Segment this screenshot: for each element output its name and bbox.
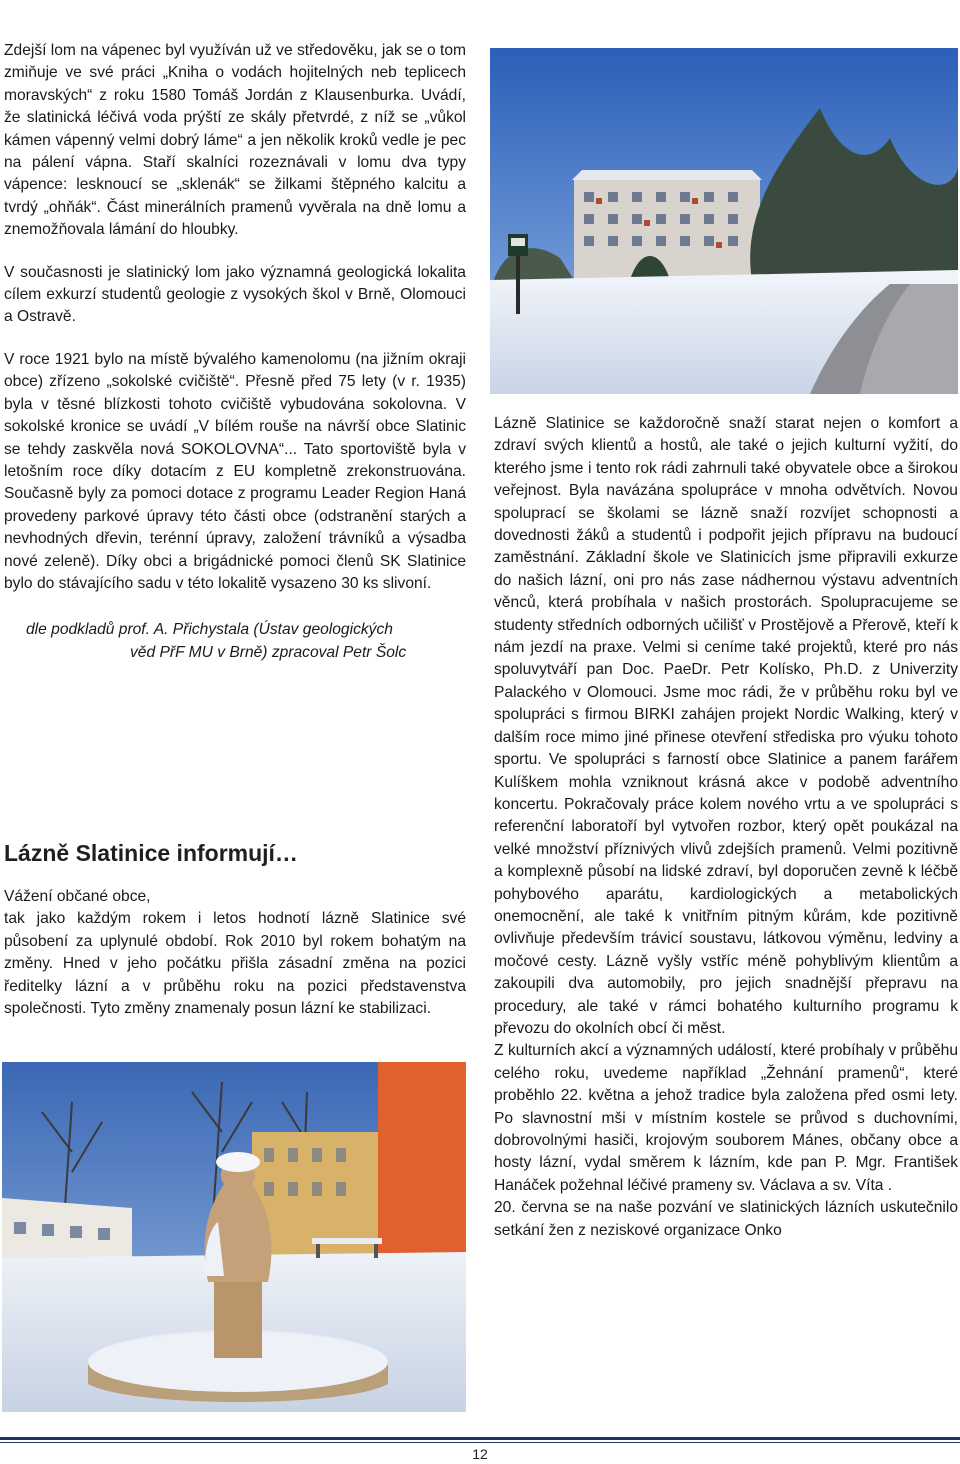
left-column-lower xyxy=(4,886,466,1020)
page-number: 12 xyxy=(472,1446,488,1462)
photo-spa-building-svg xyxy=(490,48,958,394)
paragraph-cultural-events: Z kulturních akcí a významných událostí, které probíhaly v průběhu celého roku, uvedeme například „Žehnání pramenů“, které proběhlo 22. května a jehož tradice byla založena před osmi lety. Po slavnostní mši v místním kostele se průvod s duchovními, dobrovolnými hasiči, krojovým souborem Mánes, občany obce a hosty lázní, vydal směrem k lázním, kde pan P. Mgr. František Hanáček požehnal léčivé prameny sv. Václava a sv. Víta . xyxy=(494,1042,958,1194)
paragraph-geological-site: V současnosti je slatinický lom jako významná geologická lokalita cílem exkurzí studentů geologie z vysokých škol v Brně, Olomouci a Ostravě. xyxy=(4,263,466,326)
paragraph-spa-intro: tak jako každým rokem i letos hodnotí lázně Slatinice své působení za uplynulé období. Rok 2010 byl rokem bohatým na změny. Hned v jeho počátku přišla zásadní změna na pozici ředitelky lázní a v průběhu roku na pozici představenstva společnosti. Tyto změny znamenaly posun lázní ke stabilizaci. xyxy=(4,910,466,1018)
paragraph-spa-activities: Lázně Slatinice se každoročně snaží starat nejen o komfort a zdraví svých klientů a hostů, ale také o jejich kulturní vyžití, do kterého jsme i tento rok rádi zahrnuli také obyvatele obce a širokou veřejnost. Byla navázána spolupráce v mnoha odvětvích. Novou spoluprací se školami se lázně snaží rozvíjet schopnosti a dovednosti žáků a studentů i podpořit jejich přípravu na budoucí zaměstnání. Základní škole ve Slatinicích jsme připravili exkurze do našich lázní, oni pro nás zase nádhernou výstavu adventních věnců, která probíhala v našich prostorách. Spolupracujeme se studenty středních odborných učilišť v Prostějově a Přerově, kteří k nám jezdí na praxe. Velmi si ceníme také projektů, které pro nás spoluvytváří pan Doc. PaeDr. Petr Kolísko, Ph.D. z Univerzity Palackého v Olomouci. Jsme moc rádi, že v průběhu roku byl ve spolupráci s firmou BIRKI zahájen projekt Nordic Walking, který v dalším roce mimo jiné přinese otevření střediska pro výuku tohoto sportu. Ve spolupráci s farností obce Slatinice a panem farářem Kulíškem mohla vzniknout krásná akce v podobě adventního koncertu. Pokračovaly práce kolem nového vrtu a ve spolupráci s referenční laboratoří byl vytvořen rozbor, který opět poukázal na velké množství příznivých vlivů zdejších pramenů. Velmi pozitivně a komplexně působí na lidské zdraví, byl doporučen zevně k léčbě pohybového aparátu, kardiologických a metabolických onemocnění, ale také k vnitřním pitným kůrám, kde pozitivně ovlivňuje především trávicí soustavu, látkovou výměnu, ledviny a močové cesty. Lázně vyšly vstříc méně pohyblivým klientům a zakoupili dva automobily, pro jejich snadnější přepravu na procedury, ale také v rámci bohatého kulturního programu k převozu do okolních obcí či měst. xyxy=(494,415,958,1037)
footer-rule-thin xyxy=(0,1442,960,1443)
photo-fountain-winter xyxy=(2,1062,466,1412)
footer-rule xyxy=(0,1437,960,1440)
credit-line-1: dle podkladů prof. A. Přichystala (Ústav geologických xyxy=(26,621,393,639)
right-column xyxy=(494,413,958,1242)
credit-line-2: věd PřF MU v Brně) zpracoval Petr Šolc xyxy=(130,643,407,661)
paragraph-quarry-history: Zdejší lom na vápenec byl využíván už ve středověku, jak se o tom zmiňuje ve své práci „Kniha o vodách hojitelných neb teplicech moravských“ z roku 1580 Tomáš Jordán z Klausenburka. Uvádí, že slatinická léčivá voda prýští ze skály přetvrdé, z níž se „vůkol kámen vápenný velmi dobrý láme“ a jen několik kroků vedle je pec na pálení vápna. Staří skalníci rozeznávali v lomu dva typy vápence: lesknoucí se „sklenák“ se žilkami štěpného kalcitu a tvrdý „ohňák“. Část minerálních pramenů vyvěrala na dně lomu a znemožňovala lámání do hloubky. xyxy=(4,42,466,239)
photo-fountain-svg xyxy=(2,1062,466,1412)
author-credit xyxy=(4,619,466,664)
left-column xyxy=(4,40,466,664)
greeting: Vážení občané obce, xyxy=(4,888,151,905)
paragraph-sokol-history: V roce 1921 bylo na místě bývalého kamenolomu (na jižním okraji obce) zřízeno „sokolské cvičiště“. Přesně před 75 lety (v r. 1935) byla v těsné blízkosti tohoto cvičiště vybudována sokolovna. V sokolské kronice se uvádí „V bílém rouše na návrší obce Slatinic se tehdy zaskvěla nová SOKOLOVNA“... Tato sportoviště byla v letošním roce díky dotacím z EU kompletně zrekonstruována. Současně byly za pomoci dotace z programu Leader Region Haná provedeny parkové úpravy této části obce (odstranění starých a nevhodných dřevin, terénní úpravy, založení trávníků a výsadba nové zeleně). Díky obci a brigádnické pomoci členů SK Slatinice bylo do stávajícího sadu v této lokalitě vysazeno 30 ks slivoní. xyxy=(4,350,466,592)
section-heading: Lázně Slatinice informují… xyxy=(4,840,298,866)
photo-spa-building-winter xyxy=(490,48,958,394)
paragraph-june-event: 20. června se na naše pozvání ve slatinických lázních uskutečnilo setkání žen z neziskové organizace Onko xyxy=(494,1199,958,1239)
